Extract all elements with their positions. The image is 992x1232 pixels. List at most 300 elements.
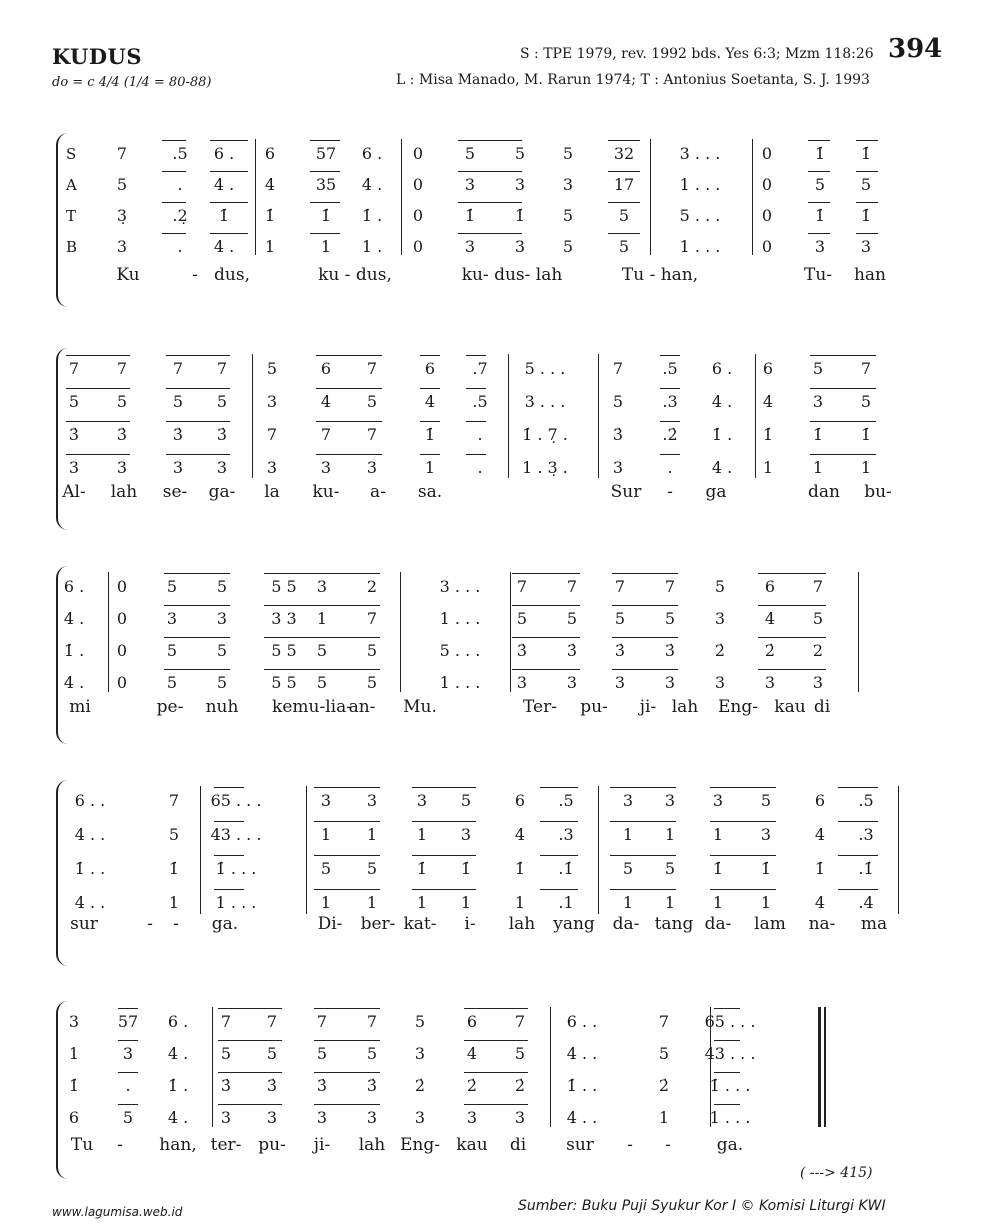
note: 4 . . [74,893,106,912]
beam-line [466,355,486,356]
note: 4 [424,392,436,411]
lyric-syllable: - [117,1135,123,1155]
note: 3 [320,791,332,810]
note: 0 [761,237,773,256]
note: 6 [424,359,436,378]
lyric-syllable: pu- [580,697,608,717]
note: 57 [315,144,337,163]
note: 3̇ [366,1076,378,1095]
note: 5 [266,1044,278,1063]
note: 1 [760,893,772,912]
beam-line [540,889,578,890]
note: 4 [764,609,776,628]
barline [508,354,509,478]
note: 7 [366,609,378,628]
note: .7 [472,359,488,378]
note: 5 [68,392,80,411]
note: 4 [466,1044,478,1063]
note: 7 [516,577,528,596]
beam-line [218,1104,282,1105]
barline [306,786,307,914]
beam-line [758,637,826,638]
note: 5 [516,609,528,628]
note: 1̇ [218,206,230,225]
note: .1 [558,893,574,912]
note: 6 [466,1012,478,1031]
note: 5 [316,673,328,692]
note: 1 [320,237,332,256]
lyric-syllable: lah [671,697,699,717]
barline [858,572,859,692]
beam-line [118,1040,138,1041]
note: 3̇ [614,641,626,660]
beam-line [66,454,130,455]
note: 4 [814,825,826,844]
lyric-syllable: - [147,914,153,934]
beam-line [210,140,248,141]
note: 3 [414,1044,426,1063]
note: 1 . . . [709,1108,751,1127]
note: 4 . [63,673,85,692]
note: 5 [614,609,626,628]
note: 3 [466,1108,478,1127]
beam-line [164,605,230,606]
beam-line [314,1008,380,1009]
system-brace [56,1001,68,1179]
barline [755,354,756,478]
note: 3̇ [220,1076,232,1095]
note: 1̇ . [711,425,733,444]
barline [820,1007,821,1127]
note: 3 [316,1108,328,1127]
note: 3̇ [612,425,624,444]
beam-line [66,388,130,389]
note: 6 [514,791,526,810]
barline [400,572,401,692]
note: 5 [658,1044,670,1063]
note: 3 [664,673,676,692]
beam-line [118,1008,138,1009]
note: 0 [412,144,424,163]
beam-line [218,1040,282,1041]
barline [598,354,599,478]
note: .5 [172,144,188,163]
lyric-syllable: - [173,914,179,934]
note: 1̇ [860,206,872,225]
beam-line [466,388,486,389]
note: 1 . . . [215,893,257,912]
note: 0 [761,206,773,225]
lyric-syllable: sur [566,1135,594,1155]
note: 6 . [63,577,85,596]
note: 4 [264,175,276,194]
note: 1̇ [514,206,526,225]
note: 1 [762,458,774,477]
beam-line [808,202,830,203]
note: 5 [216,392,228,411]
note: 4 [514,825,526,844]
note: 4 . [711,458,733,477]
note: 3 [622,791,634,810]
note: 5 [216,673,228,692]
beam-line [714,1104,740,1105]
note: 35 [315,175,337,194]
lyric-syllable: Ter- [523,697,557,717]
beam-line [316,355,382,356]
note: 3 [712,791,724,810]
beam-line [808,171,830,172]
note: 4 . [63,609,85,628]
beam-line [310,202,340,203]
barline [255,139,256,255]
note: 7 [316,1012,328,1031]
note: 2̇ [414,1076,426,1095]
barline [650,139,651,255]
beam-line [420,388,440,389]
source-line-1: S : TPE 1979, rev. 1992 bds. Yes 6:3; Mzm 118:26 [520,46,874,62]
note: 5 [122,1108,134,1127]
beam-line [856,140,878,141]
lyric-syllable: sur [70,914,98,934]
beam-line [612,573,678,574]
beam-line [612,637,678,638]
note: 4 . . [74,825,106,844]
lyric-syllable: da- [704,914,732,934]
beam-line [316,454,382,455]
beam-line [608,233,640,234]
lyric-syllable: yang [553,914,595,934]
note: 3 [760,825,772,844]
beam-line [314,1072,380,1073]
note: 2̇ [764,641,776,660]
note: 5 . . . [679,206,721,225]
note: 1̇ [168,859,180,878]
note: 6 . [361,144,383,163]
note: 7 [860,359,872,378]
note: 4 . [213,175,235,194]
beam-line [810,355,876,356]
note: 5 [562,144,574,163]
note: 5 5 [271,641,297,660]
note: 3 [614,673,626,692]
lyric-syllable: Di- [317,914,343,934]
note: 1 [424,458,436,477]
beam-line [660,355,680,356]
lyric-syllable: ber- [360,914,396,934]
note: 6 . [711,359,733,378]
beam-line [512,605,580,606]
note: 5 [216,577,228,596]
lyric-syllable: Tu - han, [621,265,699,285]
note: 6 . [213,144,235,163]
note: 57 [117,1012,139,1031]
beam-line [162,233,186,234]
note: 1 [316,609,328,628]
note: 7 [266,425,278,444]
note: 5 [514,1044,526,1063]
note: 3 [664,791,676,810]
note: 0 [412,206,424,225]
note: 5 [464,144,476,163]
note: 1̇ . [361,206,383,225]
voice-label: A [66,176,77,194]
voice-label: T [66,207,77,225]
note: 3 [166,609,178,628]
note: 5 [266,359,278,378]
beam-line [512,573,580,574]
beam-line [412,889,476,890]
beam-line [608,140,640,141]
note: 1̇ . [167,1076,189,1095]
beam-line [210,233,248,234]
note: 6 [814,791,826,810]
beam-line [118,1104,138,1105]
beam-line [162,202,186,203]
note: 3 [812,673,824,692]
note: 1̇ [814,859,826,878]
note: 3̇ [516,641,528,660]
lyric-syllable: i- [464,914,476,934]
note: 1̇ [464,206,476,225]
beam-line [856,171,878,172]
beam-line [118,1072,138,1073]
note: 7 [68,359,80,378]
note: 1 [664,893,676,912]
note: 6 [68,1108,80,1127]
note: 3 [122,1044,134,1063]
beam-line [810,421,876,422]
note: 2̇ [514,1076,526,1095]
note: 1 . . . [679,237,721,256]
note: 5 [812,359,824,378]
beam-line [540,855,578,856]
beam-line [214,821,244,822]
note: .4 [858,893,874,912]
lyric-syllable: Eng- [400,1135,440,1155]
note: 1̇ [264,206,276,225]
beam-line [210,171,248,172]
note: 1 [860,458,872,477]
note: . [177,175,183,194]
note: 1̇ . 7̣ . [522,425,568,444]
note: 3 [266,1108,278,1127]
beam-line [412,821,476,822]
note: 6 . . [74,791,106,810]
note: 1 [712,893,724,912]
lyric-syllable: Mu. [403,697,437,717]
note: 6 . . [566,1012,598,1031]
note: 5 [320,859,332,878]
note: 5 [714,577,726,596]
note: 4 . [711,392,733,411]
note: 4 . [361,175,383,194]
note: 1̇ [460,859,472,878]
note: 1 [812,458,824,477]
note: 3̣ [116,206,128,225]
lyric-syllable: Tu- [803,265,833,285]
note: 5 [220,1044,232,1063]
beam-line [540,787,578,788]
lyric-syllable: mi [69,697,91,717]
note: 3 [460,825,472,844]
lyric-syllable: pe- [156,697,184,717]
beam-line [264,573,380,574]
note: 5 [166,673,178,692]
note: 7 [366,359,378,378]
note: 3 [216,458,228,477]
beam-line [214,787,244,788]
note: 1̇ [68,1076,80,1095]
lyric-syllable: ji- [313,1135,331,1155]
note: 3 [464,237,476,256]
barline [212,1007,213,1127]
note: 1 [264,237,276,256]
lyric-syllable: ku- [312,482,340,502]
note: .1̇ [858,859,874,878]
lyric-syllable: ter- [210,1135,242,1155]
note: . [177,237,183,256]
beam-line [218,1008,282,1009]
voice-label: B [66,238,78,256]
note: 1 . . . [439,609,481,628]
beam-line [838,787,878,788]
note: 4 [814,893,826,912]
note: 7 [216,359,228,378]
note: 5 [860,175,872,194]
note: 5 [216,641,228,660]
note: 3̇ [216,425,228,444]
note: 4 . [167,1108,189,1127]
note: 5 [460,791,472,810]
beam-line [314,1040,380,1041]
note: 5 [612,392,624,411]
lyric-syllable: ga. [211,914,239,934]
beam-line [714,1008,740,1009]
note: 1 [416,893,428,912]
lyric-syllable: - [192,265,198,285]
lyric-syllable: lah [508,914,536,934]
beam-line [162,140,186,141]
beam-line [314,821,380,822]
beam-line [608,202,640,203]
beam-line [316,421,382,422]
note: 1 [664,825,676,844]
note: 2 [366,577,378,596]
note: 5 [166,641,178,660]
note: 1 [320,893,332,912]
note: 3 [566,673,578,692]
barline [252,354,253,478]
note: 3 [562,175,574,194]
note: 3 [812,392,824,411]
note: 0 [761,144,773,163]
note: 3 [814,237,826,256]
note: 5 [366,673,378,692]
beam-line [420,421,440,422]
note: 6 . [167,1012,189,1031]
lyric-syllable: kemu-lia- [272,697,352,717]
beam-line [610,855,676,856]
note: 1̇ . . . [709,1076,751,1095]
note: 3 [514,237,526,256]
note: 5 [168,825,180,844]
lyric-syllable: na- [808,914,836,934]
beam-line [808,233,830,234]
lyric-syllable: kau [456,1135,488,1155]
note: 3 . . . [524,392,566,411]
note: 65 . . . [704,1012,756,1031]
hymn-title: KUDUS [52,44,143,69]
beam-line [540,821,578,822]
barline [550,1007,551,1127]
beam-line [856,202,878,203]
barline [710,1007,711,1127]
note: 7 [172,359,184,378]
beam-line [610,889,676,890]
lyric-syllable: di [813,697,831,717]
lyric-syllable: kat- [403,914,437,934]
lyric-syllable: Ku [116,265,140,285]
note: 3 [216,609,228,628]
beam-line [710,855,776,856]
beam-line [710,787,776,788]
note: 0 [412,237,424,256]
lyric-syllable: sa. [417,482,443,502]
note: 1̇ [762,425,774,444]
note: 1 [622,825,634,844]
beam-line [610,821,676,822]
note: 1̇ [760,859,772,878]
beam-line [660,454,680,455]
note: 5 5 [271,673,297,692]
beam-line [758,573,826,574]
note: 43 . . . [704,1044,756,1063]
note: 1 [460,893,472,912]
note: 1̇ [514,859,526,878]
note: 6 [764,577,776,596]
beam-line [464,1104,528,1105]
note: 7 [614,577,626,596]
note: 3 [516,673,528,692]
note: 0 [116,641,128,660]
barline [108,572,109,692]
hymn-number: 394 [888,34,943,64]
beam-line [314,889,380,890]
beam-line [310,140,340,141]
note: 0 [412,175,424,194]
note: 1 [622,893,634,912]
lyric-syllable: ga. [716,1135,744,1155]
beam-line [166,355,230,356]
note: 5 [166,577,178,596]
note: 1 [658,1108,670,1127]
beam-line [420,355,440,356]
lyric-syllable: kau [774,697,806,717]
lyric-syllable: la [264,482,280,502]
note: 7 [266,1012,278,1031]
note: .3 [558,825,574,844]
beam-line [512,637,580,638]
note: 5 [760,791,772,810]
note: 7 [116,144,128,163]
system-brace [56,348,68,530]
beam-line [838,889,878,890]
voice-label: S [66,145,77,163]
lyric-syllable: pu- [258,1135,286,1155]
beam-line [166,454,230,455]
note: 5 [664,609,676,628]
lyric-syllable: lam [754,914,786,934]
